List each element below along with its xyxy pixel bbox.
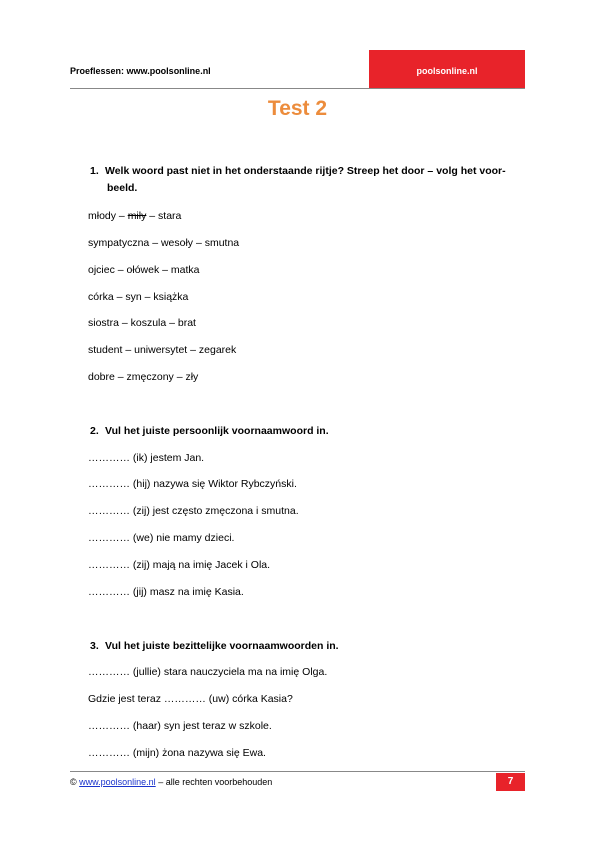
question-3-row: ………… (haar) syn jest teraz w szkole.: [88, 720, 272, 732]
question-3-number: 3.: [90, 640, 99, 652]
question-1-example: [88, 209, 181, 223]
question-1-row: siostra – koszula – brat: [88, 317, 196, 329]
question-2-number: 2.: [90, 425, 99, 437]
question-3-row: Gdzie jest teraz ………… (uw) córka Kasia?: [88, 693, 293, 705]
question-1-row: sympatyczna – wesoły – smutna: [88, 237, 240, 249]
question-3-row: ………… (mijn) żona nazywa się Ewa.: [88, 747, 266, 759]
header-site-label: Proeflessen: www.poolsonline.nl: [70, 66, 211, 76]
page-number-badge: 7: [496, 773, 525, 791]
question-2-row: ………… (zij) jest często zmęczona i smutna.: [88, 505, 299, 517]
question-3-text: Vul het juiste bezittelijke voornaamwoorden in.: [105, 640, 339, 652]
question-3-row: ………… (jullie) stara nauczyciela ma na imię Olga.: [88, 666, 328, 678]
footer-copyright: [70, 777, 272, 787]
header-brand-label: poolsonline.nl: [416, 66, 478, 76]
question-2-row: ………… (hij) nazywa się Wiktor Rybczyński.: [88, 478, 297, 490]
question-2-row: ………… (jij) masz na imię Kasia.: [88, 586, 244, 598]
example-struck-word: miły: [127, 210, 147, 222]
question-1-heading: [90, 163, 506, 197]
question-3-heading: [90, 638, 339, 655]
page-title: Test 2: [267, 97, 328, 120]
example-after: – stara: [146, 210, 182, 222]
footer-divider: [70, 771, 525, 772]
question-1-text-line2: beeld.: [107, 182, 138, 194]
question-2-heading: [90, 423, 329, 440]
example-before: młody –: [88, 210, 128, 222]
question-2-text: Vul het juiste persoonlijk voornaamwoord in.: [105, 425, 329, 437]
question-1-row: student – uniwersytet – zegarek: [88, 344, 237, 356]
question-2-row: ………… (zij) mają na imię Jacek i Ola.: [88, 559, 271, 571]
question-2-row: ………… (ik) jestem Jan.: [88, 452, 205, 464]
footer-site-link[interactable]: www.poolsonline.nl: [79, 777, 156, 787]
question-2-row: ………… (we) nie mamy dzieci.: [88, 532, 235, 544]
question-1-row: ojciec – ołówek – matka: [88, 264, 200, 276]
copyright-symbol: ©: [70, 777, 80, 787]
question-1-number: 1.: [90, 165, 99, 177]
header-divider: [70, 88, 525, 89]
question-1-text-line1: Welk woord past niet in het onderstaande rijtje? Streep het door – volg het voor-: [105, 165, 506, 177]
question-1-row: córka – syn – książka: [88, 291, 189, 303]
question-1-row: dobre – zmęczony – zły: [88, 371, 199, 383]
footer-rights-text: – alle rechten voorbehouden: [155, 777, 273, 787]
